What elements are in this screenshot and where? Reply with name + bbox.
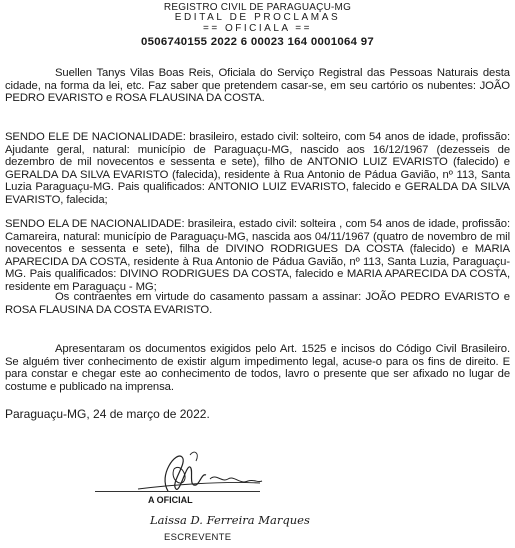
edital-title: EDITAL DE PROCLAMAS [174, 12, 341, 23]
signature-line [95, 491, 260, 492]
groom-paragraph: SENDO ELE DE NACIONALIDADE: brasileiro, estado civil: solteiro, com 54 anos de idade, profissão: Ajudante geral, natural: município de Paraguaçu-MG, nascido aos 16/12/1967 (dezesseis de dezembro de mil novecentos e sessenta e sete), filho de ANTONIO LUIZ EVARISTO (falecido) e GERALDA DA SILVA EVARISTO (falecida), residente à Rua Antonio de Pádua Gavião, nº 113, Santa Luzia Paraguaçu-MG. Pais qualificados: ANTONIO LUIZ EVARISTO, falecido e GERALDA DA SILVA EVARISTO, falecida; [5, 131, 510, 206]
bride-paragraph: SENDO ELA DE NACIONALIDADE: brasileira, estado civil: solteira , com 54 anos de idade, profissão: Camareira, natural: município de Paraguaçu-MG, nascida aos 04/11/1967 (quatro de novembro de mil novecentos e sessenta e sete), filha de DIVINO RODRIGUES DA COSTA (falecido) e MARIA APARECIDA DA COSTA, residente à Rua Antonio de Pádua Gavião, nº 113, Santa Luzia, Paraguaçu-MG. Pais qualificados: DIVINO RODRIGUES DA COSTA, falecido e MARIA APARECIDA DA COSTA, residente em Paraguaçu - MG; [5, 218, 510, 293]
signature-title: A OFICIAL [148, 495, 193, 505]
document-number: 0506740155 2022 6 00023 164 0001064 97 [140, 36, 375, 48]
intro-paragraph: Suellen Tanys Vilas Boas Reis, Oficiala do Serviço Registral das Pessoas Naturais desta cidade, na forma da lei, etc. Faz saber que pretendem casar-se, em seu cartório os nubentes: JOÃO PEDRO EVARISTO e ROSA FLAUSINA DA COSTA. [5, 67, 510, 104]
signer-name: Laissa D. Ferreira Marques [150, 513, 310, 527]
registry-name: REGISTRO CIVIL DE PARAGUAÇU-MG [163, 2, 352, 13]
married-names-paragraph: Os contraentes em virtude do casamento passam a assinar: JOÃO PEDRO EVARISTO e ROSA FLAUSINA DA COSTA EVARISTO. [5, 291, 510, 316]
oficiala-heading: == OFICIALA == [203, 23, 312, 34]
date-line: Paraguaçu-MG, 24 de março de 2022. [5, 407, 210, 421]
closing-paragraph: Apresentaram os documentos exigidos pelo Art. 1525 e incisos do Código Civil Brasileiro. Se alguém tiver conhecimento de existir algum impedimento legal, acuse-o para os fins de direito. E para constar e chegar este ao conhecimento de todos, lavro o presente que ser afixado no lugar de costume e publicado na imprensa. [5, 343, 510, 393]
signer-role: ESCREVENTE [164, 532, 232, 543]
